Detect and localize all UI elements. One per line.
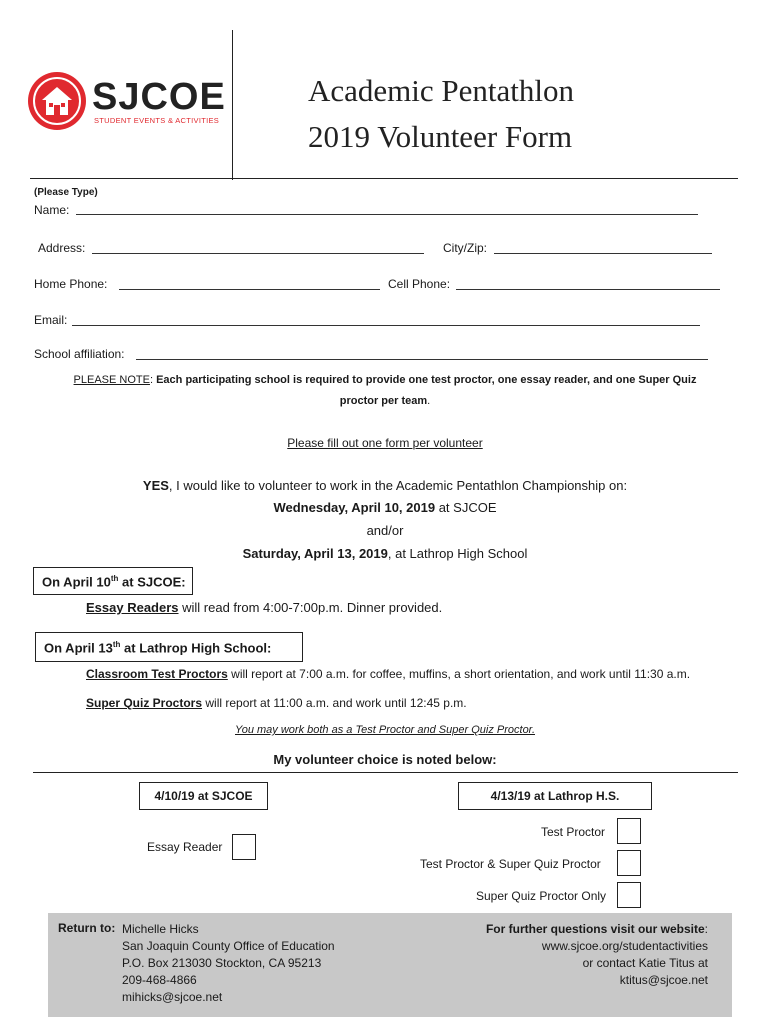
title-line-2: 2019 Volunteer Form — [308, 119, 573, 154]
date-1: Wednesday, April 10, 2019 at SJCOE — [273, 500, 497, 515]
logo-tagline: STUDENT EVENTS & ACTIVITIES — [94, 116, 220, 125]
footer-panel — [48, 913, 732, 1017]
home-phone-label: Home Phone: — [34, 277, 108, 291]
column-april-13: 4/13/19 at Lathrop H.S. — [458, 782, 652, 810]
essay-reader-checkbox[interactable] — [232, 834, 256, 860]
cityzip-field[interactable] — [494, 253, 712, 254]
both-proctor-label: Test Proctor & Super Quiz Proctor — [420, 857, 601, 871]
school-label: School affiliation: — [34, 347, 125, 361]
please-note-line-2: proctor per team. — [339, 395, 431, 407]
date-2: Saturday, April 13, 2019, at Lathrop High School — [242, 546, 528, 561]
name-field[interactable] — [76, 214, 698, 215]
contact-info: For further questions visit our website: www.sjcoe.org/studentactivities or contact Katie Titus at ktitus@sjcoe.net — [485, 922, 708, 987]
both-roles-note: You may work both as a Test Proctor and Super Quiz Proctor. — [235, 724, 535, 736]
home-phone-field[interactable] — [119, 289, 380, 290]
email-label: Email: — [34, 313, 68, 327]
please-note-label: PLEASE NOTE — [73, 374, 150, 386]
essay-reader-label: Essay Reader — [147, 840, 223, 854]
both-proctor-checkbox[interactable] — [617, 850, 641, 876]
logo — [26, 70, 231, 130]
header-rule — [30, 178, 738, 179]
one-form-note: Please fill out one form per volunteer — [287, 436, 483, 450]
choice-rule — [33, 772, 738, 773]
column-april-10: 4/10/19 at SJCOE — [139, 782, 268, 810]
school-house-icon — [26, 70, 88, 132]
cell-phone-label: Cell Phone: — [388, 277, 451, 291]
address-label: Address: — [38, 241, 86, 255]
super-quiz-only-label: Super Quiz Proctor Only — [476, 889, 607, 903]
section-april-13-header: On April 13th at Lathrop High School: — [35, 632, 303, 662]
super-quiz-proctors-info: Super Quiz Proctors will report at 11:00 a.m. and work until 12:45 p.m. — [86, 696, 467, 710]
name-label: Name: — [34, 203, 70, 217]
cityzip-label: City/Zip: — [443, 241, 488, 255]
essay-readers-info: Essay Readers will read from 4:00-7:00p.m. Dinner provided. — [86, 600, 443, 615]
yes-statement: YES, I would like to volunteer to work in the Academic Pentathlon Championship on: — [142, 478, 628, 493]
choice-heading: My volunteer choice is noted below: — [273, 752, 497, 767]
logo-name: SJCOE — [92, 76, 226, 118]
school-field[interactable] — [136, 359, 708, 360]
email-field[interactable] — [72, 325, 700, 326]
website-link[interactable]: www.sjcoe.org/studentactivities — [541, 939, 708, 953]
super-quiz-only-checkbox[interactable] — [617, 882, 641, 908]
please-note-text: Each participating school is required to provide one test proctor, one essay reader, and one Super Quiz — [156, 374, 697, 386]
address-field[interactable] — [92, 253, 424, 254]
section-april-10-header: On April 10th at SJCOE: — [33, 567, 193, 595]
test-proctor-label: Test Proctor — [541, 825, 606, 839]
contact-email-link[interactable]: ktitus@sjcoe.net — [619, 973, 708, 987]
test-proctor-checkbox[interactable] — [617, 818, 641, 844]
header-divider — [232, 30, 233, 180]
page-title — [308, 68, 574, 160]
and-or: and/or — [366, 523, 404, 538]
return-label: Return to: — [58, 921, 116, 935]
return-address: Michelle Hicks San Joaquin County Office of Education P.O. Box 213030 Stockton, CA 95213 209-468-4866 mihicks@sjcoe.net — [122, 922, 335, 1004]
test-proctors-info: Classroom Test Proctors will report at 7:00 a.m. for coffee, muffins, a short orientation, and work until 11:30 a.m. — [86, 667, 691, 681]
title-line-1: Academic Pentathlon — [308, 73, 574, 108]
please-type-note: (Please Type) — [34, 187, 98, 198]
please-note: PLEASE NOTE: Each participating school is required to provide one test proctor, one essay reader, and one Super Quiz — [73, 374, 697, 386]
cell-phone-field[interactable] — [456, 289, 720, 290]
